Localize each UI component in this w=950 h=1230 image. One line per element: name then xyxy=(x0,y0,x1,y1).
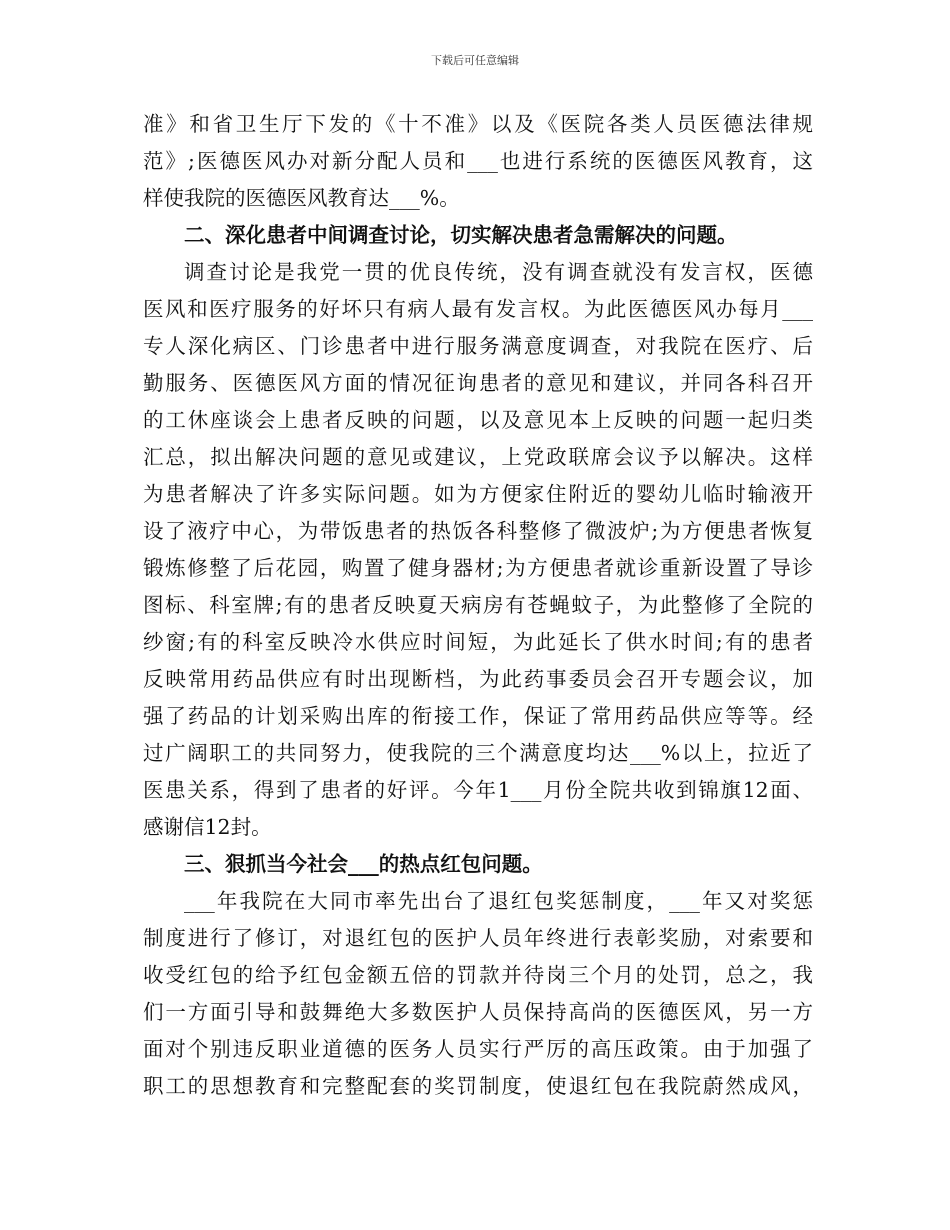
paragraph-line: 面对个别违反职业道德的医务人员实行严厉的高压政策。由于加强了 xyxy=(143,1037,813,1061)
paragraph-line: 范》;医德医风办对新分配人员和___也进行系统的医德医风教育，这 xyxy=(143,149,813,173)
paragraph-line: 制度进行了修订，对退红包的医护人员年终进行表彰奖励，对索要和 xyxy=(143,926,813,950)
paragraph-line: 的工休座谈会上患者反映的问题，以及意见本上反映的问题一起归类 xyxy=(143,408,813,432)
paragraph-line: 为患者解决了许多实际问题。如为方便家住附近的婴幼儿临时输液开 xyxy=(143,482,813,506)
paragraph-line: 专人深化病区、门诊患者中进行服务满意度调查，对我院在医疗、后 xyxy=(143,334,813,358)
paragraph-line: 纱窗;有的科室反映冷水供应时间短，为此延长了供水时间;有的患者 xyxy=(143,630,813,654)
paragraph-line: 调查讨论是我党一贯的优良传统，没有调查就没有发言权，医德 xyxy=(184,260,813,284)
paragraph-line: 职工的思想教育和完整配套的奖罚制度，使退红包在我院蔚然成风， xyxy=(143,1074,813,1098)
document-body xyxy=(143,106,813,1105)
section-heading: 二、深化患者中间调查讨论，切实解决患者急需解决的问题。 xyxy=(184,223,738,247)
paragraph-line: 样使我院的医德医风教育达___%。 xyxy=(143,186,460,210)
paragraph-line: 图标、科室牌;有的患者反映夏天病房有苍蝇蚊子，为此整修了全院的 xyxy=(143,593,813,617)
paragraph-line: 准》和省卫生厅下发的《十不准》以及《医院各类人员医德法律规 xyxy=(143,112,813,136)
paragraph-line: 们一方面引导和鼓舞绝大多数医护人员保持高尚的医德医风，另一方 xyxy=(143,1000,813,1024)
paragraph-line: 设了液疗中心，为带饭患者的热饭各科整修了微波炉;为方便患者恢复 xyxy=(143,519,813,543)
paragraph-line: 医风和医疗服务的好坏只有病人最有发言权。为此医德医风办每月___ xyxy=(143,297,813,321)
paragraph-line: 反映常用药品供应有时出现断档，为此药事委员会召开专题会议，加 xyxy=(143,667,813,691)
paragraph-line: 医患关系，得到了患者的好评。今年1___月份全院共收到锦旗12面、 xyxy=(143,778,813,802)
paragraph-line: 感谢信12封。 xyxy=(143,815,272,839)
paragraph-line: 强了药品的计划采购出库的衔接工作，保证了常用药品供应等等。经 xyxy=(143,704,813,728)
paragraph-line: 勤服务、医德医风方面的情况征询患者的意见和建议，并同各科召开 xyxy=(143,371,813,395)
section-heading: 三、狠抓当今社会___的热点红包问题。 xyxy=(184,852,543,876)
paragraph-line: 锻炼修整了后花园，购置了健身器材;为方便患者就诊重新设置了导诊 xyxy=(143,556,813,580)
paragraph-line: 过广阔职工的共同努力，使我院的三个满意度均达___%以上，拉近了 xyxy=(143,741,813,765)
paragraph-line: 汇总，拟出解决问题的意见或建议，上党政联席会议予以解决。这样 xyxy=(143,445,813,469)
page-header: 下载后可任意编辑 xyxy=(431,54,519,67)
paragraph-line: ___年我院在大同市率先出台了退红包奖惩制度，___年又对奖惩 xyxy=(184,889,813,913)
paragraph-line: 收受红包的给予红包金额五倍的罚款并待岗三个月的处罚，总之，我 xyxy=(143,963,813,987)
